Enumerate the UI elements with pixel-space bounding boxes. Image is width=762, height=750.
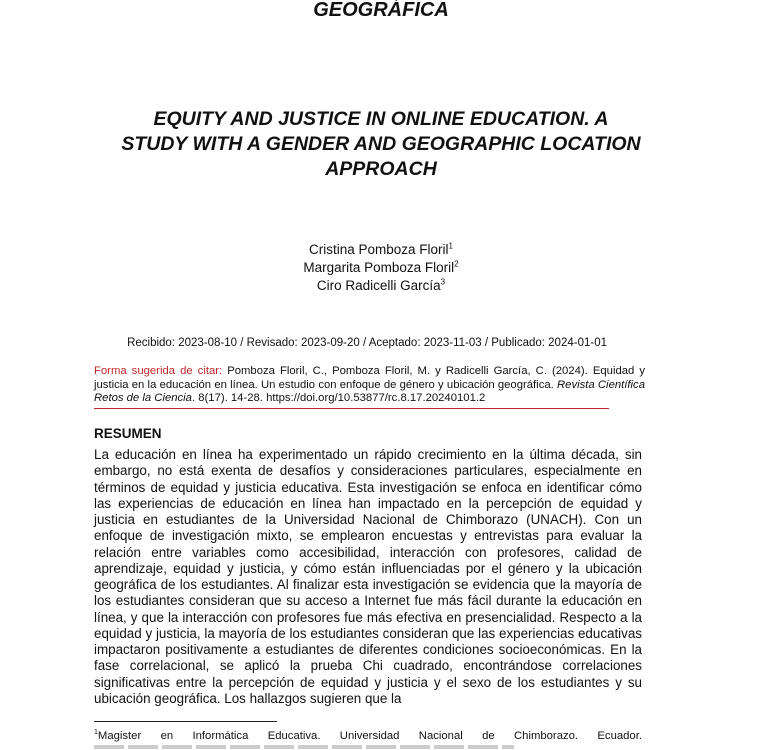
citation-divider xyxy=(94,408,609,409)
author-3-name: Ciro Radicelli García xyxy=(316,278,441,293)
footnote-cut-line xyxy=(94,745,514,749)
author-1 xyxy=(0,241,762,259)
author-3-footnote-mark[interactable]: 3 xyxy=(440,277,446,287)
author-1-footnote-mark[interactable]: 1 xyxy=(448,241,453,251)
english-title-line-1: EQUITY AND JUSTICE IN ONLINE EDUCATION. A xyxy=(153,108,609,130)
english-title xyxy=(70,107,692,182)
citation-text: Pomboza Floril, C., Pomboza Floril, M. y Radicelli García, C. (2024). Equidad y justicia en la educación en línea. Un estudio con enfoque de género y ubicación geográfica. xyxy=(94,365,645,391)
author-1-name: Cristina Pomboza Floril xyxy=(309,242,449,257)
footnote-text: Magister en Informática Educativa. Universidad Nacional de Chimborazo. Ecuador. xyxy=(97,730,642,742)
author-list xyxy=(0,241,762,295)
footnote-mark: 1 xyxy=(94,729,98,737)
citation-journal: Revista Científica Retos de la Ciencia xyxy=(94,378,645,405)
abstract-body: La educación en línea ha experimentado un rápido crecimiento en la última década, sin embargo, no está exenta de desafíos y consideraciones particulares, especialmente en términos de equidad y justicia educativa. Esta investigación se enfoca en identificar cómo las experiencias de educación en línea han impactado en la percepción de equidad y justicia en estudiantes de la Universidad Nacional de Chimborazo (UNACH). Con un enfoque de investigación mixto, se emplearon encuestas y entrevistas para evaluar la relación entre variables como accesibilidad, interacción con profesores, calidad de aprendizaje, equidad y justicia, y cómo están influenciadas por el género y la ubicación geográfica de los estudiantes. Al finalizar esta investigación se evidencia que la mayoría de los estudiantes consideran que su acceso a Internet fue más fácil durante la educación en línea, y que la interacción con profesores fue más efectiva en presencialidad. Respecto a la equidad y justicia, la mayoría de los estudiantes consideran que las experiencias educativas impactaron positivamente a estudiantes de diferentes condiciones socioeconómicas. En la fase correlacional, se aplicó la prueba Chi cuadrado, encontrándose correlaciones significativas entre la percepción de equidad y justicia y el sexo de los estudiantes y su ubicación geográfica. Los hallazgos sugieren que la xyxy=(94,447,642,706)
abstract-heading: RESUMEN xyxy=(94,426,162,441)
english-title-line-3: APPROACH xyxy=(325,158,437,180)
suggested-citation xyxy=(94,365,645,406)
citation-lead: Forma sugerida de citar: xyxy=(94,365,223,377)
running-title: GEOGRÁFICA xyxy=(313,0,449,21)
english-title-line-2: STUDY WITH A GENDER AND GEOGRAPHIC LOCATION xyxy=(121,133,641,155)
citation-doi[interactable]: . 8(17). 14-28. https://doi.org/10.53877/rc.8.17.20240101.2 xyxy=(191,392,486,405)
author-2-name: Margarita Pomboza Floril xyxy=(303,260,455,275)
author-3 xyxy=(0,277,762,295)
author-2 xyxy=(0,259,762,277)
footnote-divider xyxy=(94,721,277,722)
author-2-footnote-mark[interactable]: 2 xyxy=(454,259,459,269)
publication-dates: Recibido: 2023-08-10 / Revisado: 2023-09-20 / Aceptado: 2023-11-03 / Publicado: 2024-01-01 xyxy=(127,337,607,349)
footnote xyxy=(94,730,642,743)
